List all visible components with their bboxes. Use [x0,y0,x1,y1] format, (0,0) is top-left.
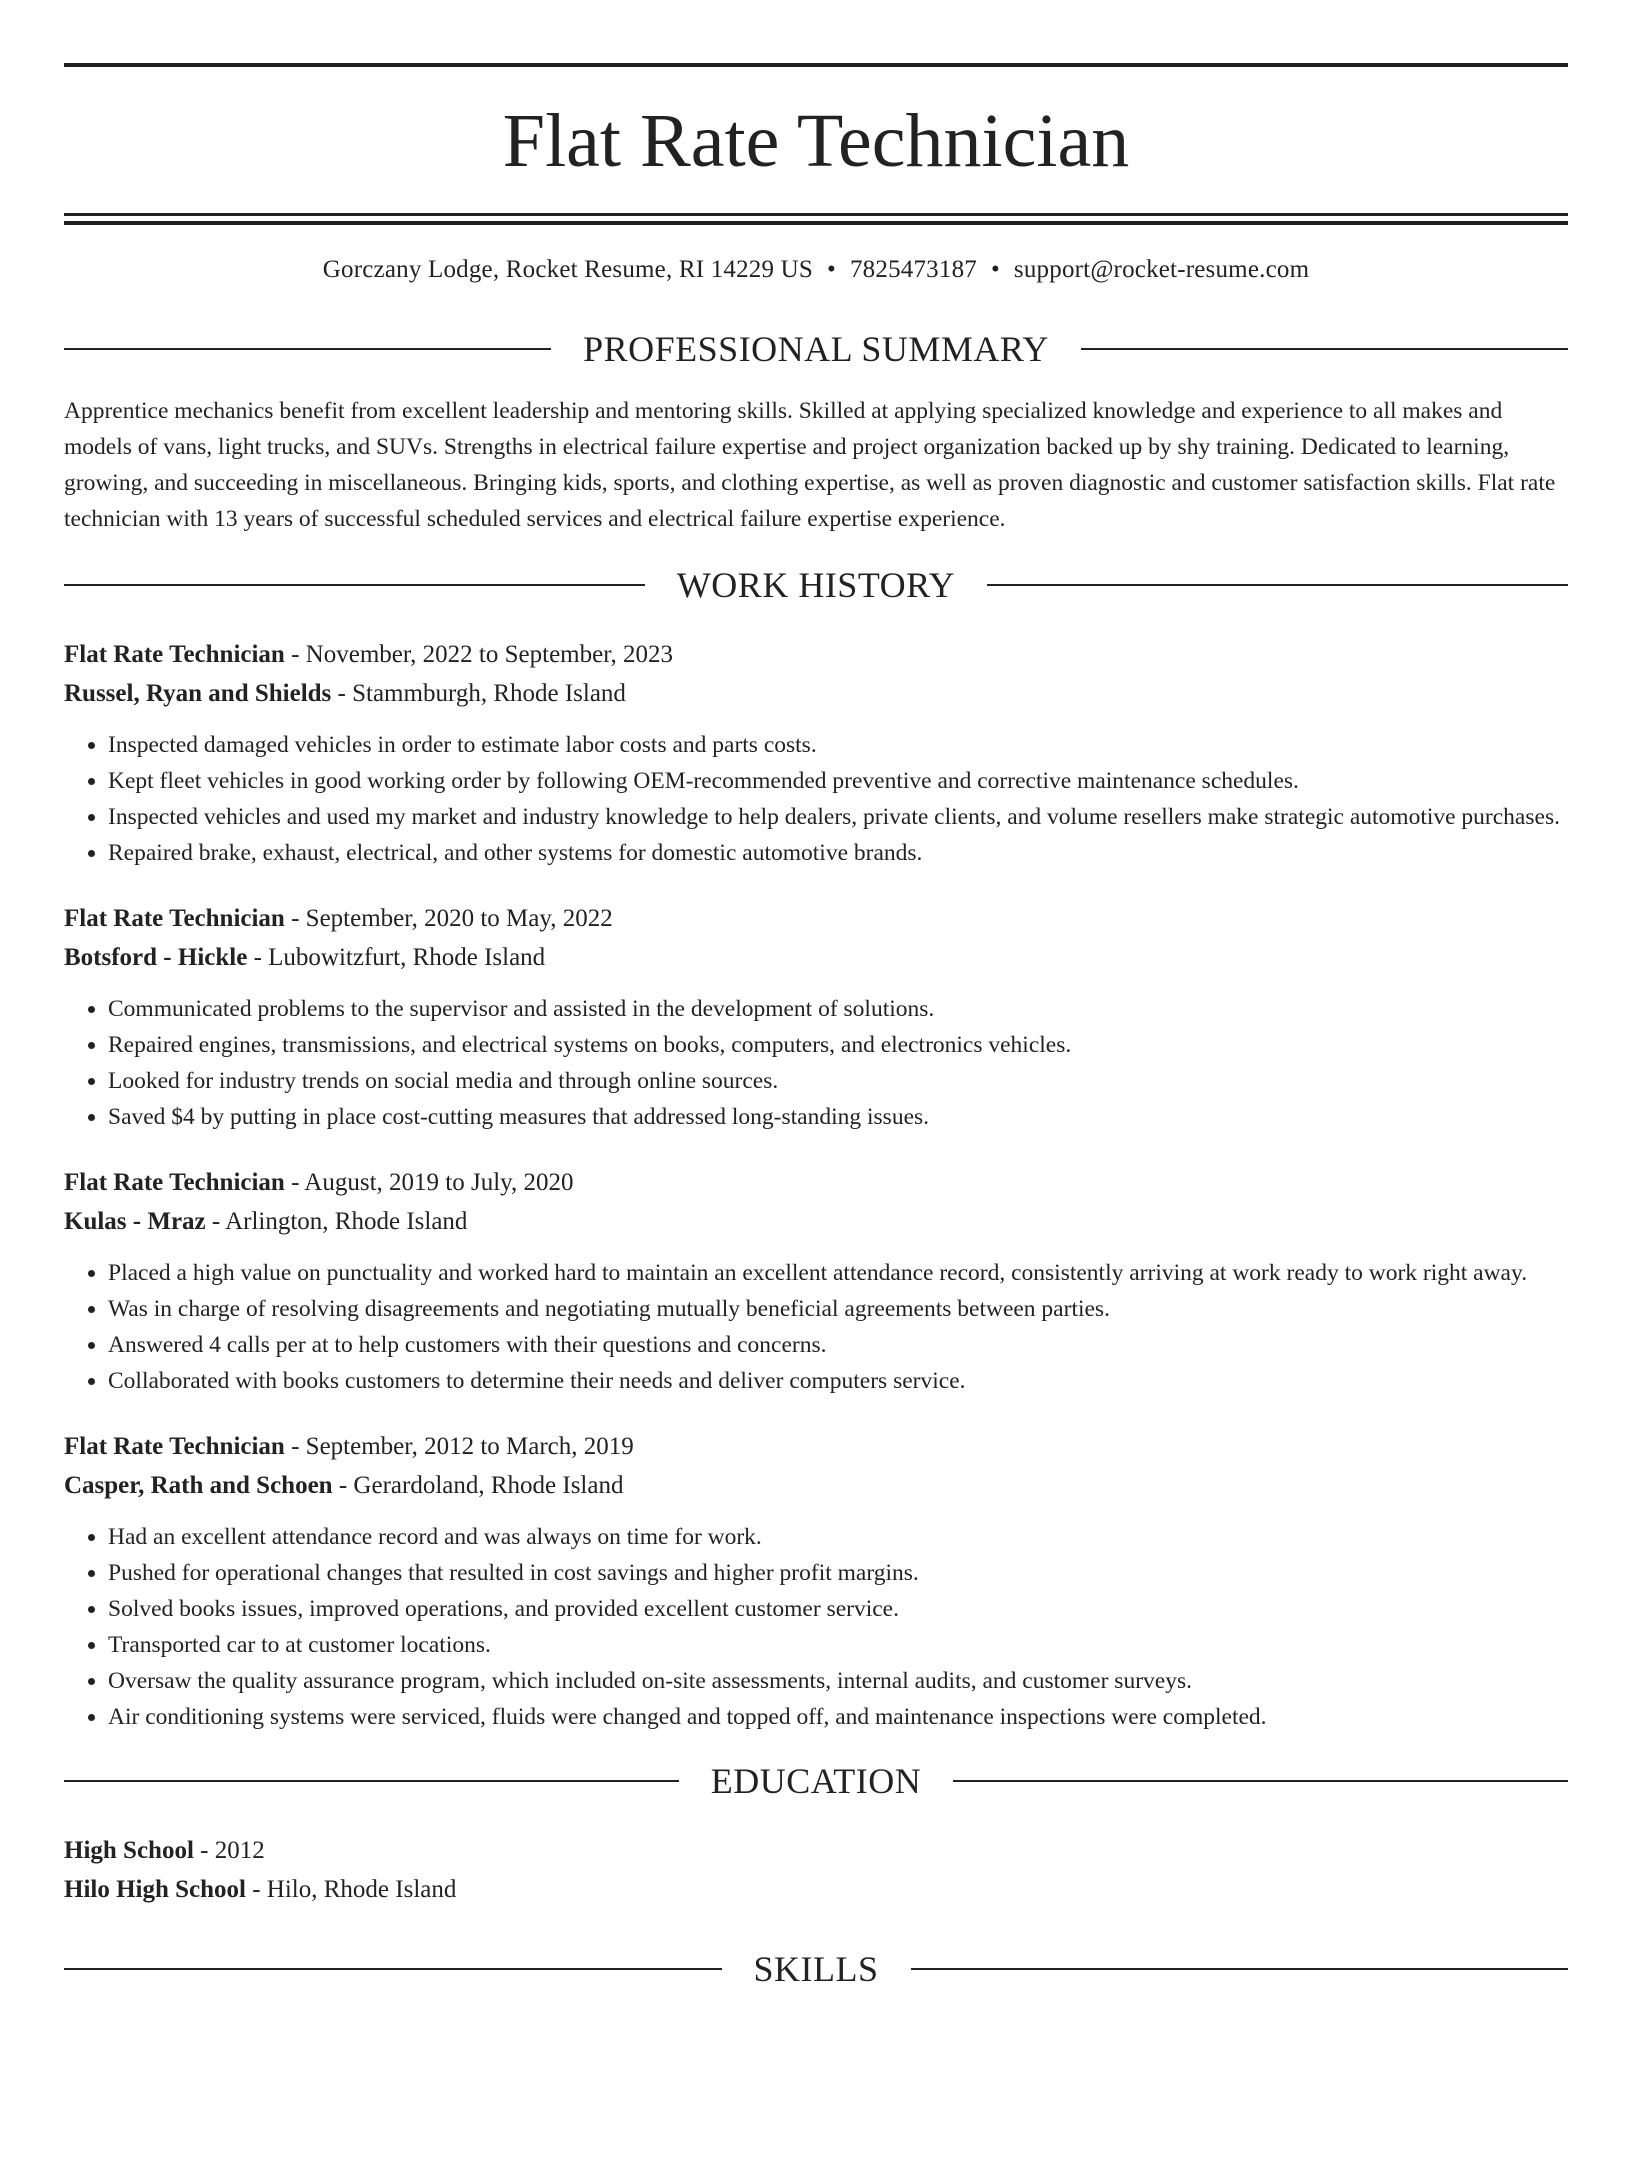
job-title: Flat Rate Technician [64,1433,285,1460]
contact-separator: • [990,256,1000,283]
job-company: Kulas - Mraz [64,1208,206,1235]
job-bullet: • Solved books issues, improved operations, and provided excellent customer service. [108,1591,1568,1627]
heading-rule-left [64,1968,722,1970]
job-bullets [64,1255,1568,1399]
heading-rule-left [64,584,645,586]
skills-heading [64,1949,1568,1989]
job-company-line [64,938,1568,977]
job-dates: - November, 2022 to September, 2023 [284,641,674,668]
heading-rule-left [64,348,551,350]
heading-rule-right [1081,348,1568,350]
education-degree-line [64,1831,1568,1870]
job-bullet: • Transported car to at customer locations. [108,1627,1568,1663]
job-bullet: • Looked for industry trends on social media and through online sources. [108,1063,1568,1099]
top-rule [64,63,1568,67]
contact-line [64,255,1568,285]
double-rule [64,213,1568,225]
job-title: Flat Rate Technician [64,641,285,668]
job-location: - Gerardoland, Rhode Island [332,1472,624,1499]
job-bullet: • Kept fleet vehicles in good working order by following OEM-recommended preventive and corrective maintenance schedules. [108,763,1568,799]
job-title: Flat Rate Technician [64,905,285,932]
job-bullet: • Repaired engines, transmissions, and electrical systems on books, computers, and electronics vehicles. [108,1027,1568,1063]
heading-rule-right [911,1968,1569,1970]
job-bullets [64,1519,1568,1735]
job-bullet: • Had an excellent attendance record and was always on time for work. [108,1519,1568,1555]
job-dates: - September, 2020 to May, 2022 [284,905,613,932]
job-bullet: • Answered 4 calls per at to help customers with their questions and concerns. [108,1327,1568,1363]
heading-rule-left [64,1780,679,1782]
job-title-line [64,899,1568,938]
education-heading [64,1761,1568,1801]
work-history-title: WORK HISTORY [676,565,956,605]
heading-rule-right [953,1780,1568,1782]
job-company: Russel, Ryan and Shields [64,680,332,707]
job-bullet: • Saved $4 by putting in place cost-cutting measures that addressed long-standing issues. [108,1099,1568,1135]
work-history-heading [64,565,1568,605]
job-company-line [64,1466,1568,1505]
job-entry [64,1427,1568,1735]
job-title-line [64,1163,1568,1202]
job-bullet: • Air conditioning systems were serviced, fluids were changed and topped off, and maintenance inspections were completed. [108,1699,1568,1735]
contact-address: Gorczany Lodge, Rocket Resume, RI 14229 US [322,256,814,283]
job-bullet: • Was in charge of resolving disagreements and negotiating mutually beneficial agreements between parties. [108,1291,1568,1327]
job-list [64,635,1568,1735]
job-entry [64,899,1568,1135]
job-title-line [64,1427,1568,1466]
job-title: Flat Rate Technician [64,1169,285,1196]
job-bullet: • Repaired brake, exhaust, electrical, and other systems for domestic automotive brands. [108,835,1568,871]
skills-title: SKILLS [753,1949,879,1989]
job-bullet: • Placed a high value on punctuality and worked hard to maintain an excellent attendance record, consistently arriving at work ready to work right away. [108,1255,1568,1291]
summary-heading [64,329,1568,369]
job-bullet: • Inspected vehicles and used my market and industry knowledge to help dealers, private clients, and volume resellers make strategic automotive purchases. [108,799,1568,835]
job-bullet: • Inspected damaged vehicles in order to estimate labor costs and parts costs. [108,727,1568,763]
job-entry [64,635,1568,871]
job-entry [64,1163,1568,1399]
contact-phone: 7825473187 [849,256,977,283]
education-school-line [64,1870,1568,1909]
heading-rule-right [987,584,1568,586]
contact-email: support@rocket-resume.com [1013,256,1310,283]
job-location: - Stammburgh, Rhode Island [331,680,626,707]
job-location: - Arlington, Rhode Island [205,1208,468,1235]
job-bullet: • Oversaw the quality assurance program, which included on-site assessments, internal audits, and customer surveys. [108,1663,1568,1699]
education-school: Hilo High School [64,1876,246,1903]
job-company-line [64,1202,1568,1241]
job-bullet: • Pushed for operational changes that resulted in cost savings and higher profit margins. [108,1555,1568,1591]
summary-title: PROFESSIONAL SUMMARY [583,329,1049,369]
job-dates: - September, 2012 to March, 2019 [284,1433,634,1460]
job-company: Casper, Rath and Schoen [64,1472,333,1499]
education-entry [64,1831,1568,1909]
education-degree: High School [64,1837,194,1864]
education-year: - 2012 [193,1837,265,1864]
job-company-line [64,674,1568,713]
job-bullets [64,727,1568,871]
resume-page [0,63,1632,2175]
job-company: Botsford - Hickle [64,944,248,971]
contact-separator: • [827,256,836,283]
candidate-name: Flat Rate Technician [502,99,1130,183]
job-bullets [64,991,1568,1135]
job-bullet: • Communicated problems to the supervisor and assisted in the development of solutions. [108,991,1568,1027]
job-title-line [64,635,1568,674]
summary-text: Apprentice mechanics benefit from excellent leadership and mentoring skills. Skilled at applying specialized knowledge and experience to all makes and models of vans, light trucks, and SUVs. Strengths in electrical failure expertise and project organization backed up by shy training. Dedicated to learning, growing, and succeeding in miscellaneous. Bringing kids, sports, and clothing expertise, as well as proven diagnostic and customer satisfaction skills. Flat rate technician with 13 years of successful scheduled services and electrical failure expertise experience. [64,398,1556,532]
job-dates: - August, 2019 to July, 2020 [284,1169,574,1196]
job-location: - Lubowitzfurt, Rhode Island [247,944,546,971]
education-title: EDUCATION [710,1761,922,1801]
education-location: - Hilo, Rhode Island [245,1876,457,1903]
job-bullet: • Collaborated with books customers to determine their needs and deliver computers service. [108,1363,1568,1399]
